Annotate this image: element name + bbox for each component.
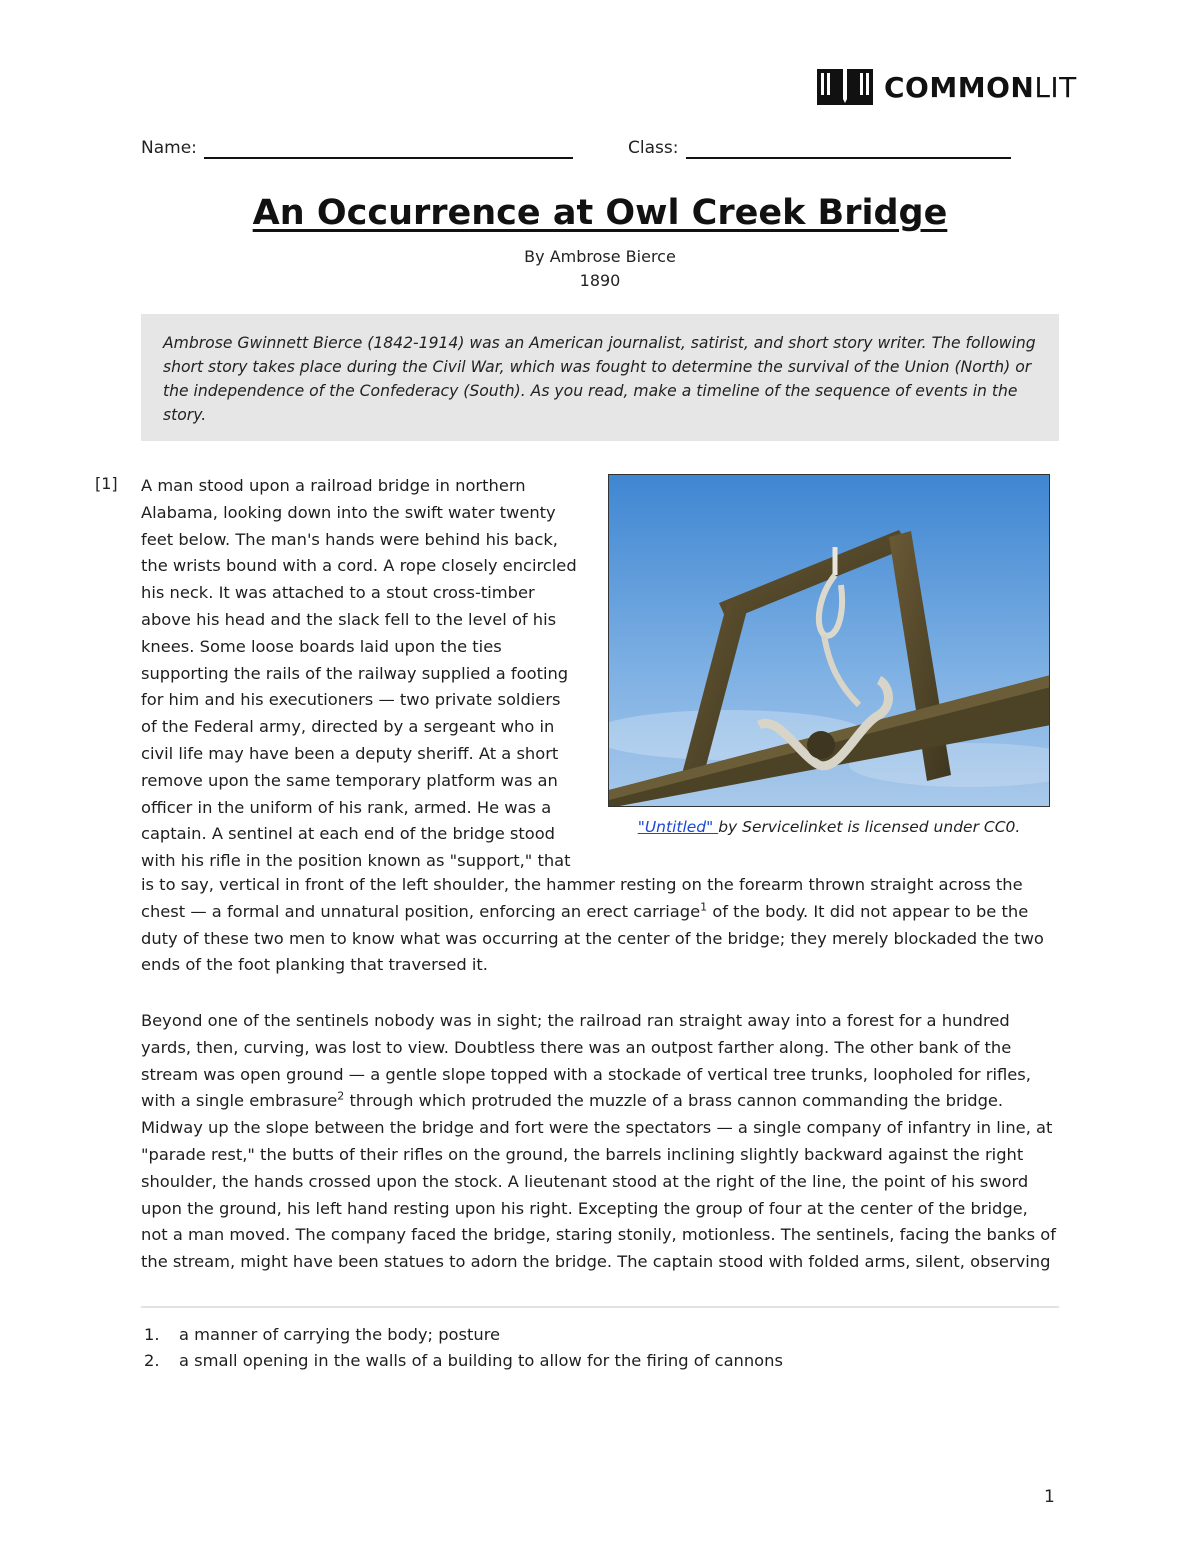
text-line: "parade rest," the butts of their rifles on the ground, the barrels inclining slightly backward against the right bbox=[141, 1144, 1024, 1164]
text-line: duty of these two men to know what was occurring at the center of the bridge; they merely blockaded the two bbox=[141, 928, 1044, 948]
text-line: feet below. The man's hands were behind his back, bbox=[141, 529, 558, 549]
text-line: upon the ground, his left hand resting upon his right. Excepting the group of four at the center of the bridge, bbox=[141, 1198, 1028, 1218]
commonlit-logo bbox=[816, 66, 1077, 108]
name-label: Name: bbox=[141, 138, 197, 158]
text-line: his neck. It was attached to a stout cross-timber bbox=[141, 583, 535, 603]
footnote-ref[interactable]: 2 bbox=[337, 1089, 345, 1103]
text-line: above his head and the slack fell to the level of his bbox=[141, 609, 557, 629]
text-line: A man stood upon a railroad bridge in northern bbox=[141, 476, 526, 495]
text-line: is to say, vertical in front of the left shoulder, the hammer resting on the forearm thrown straight across the bbox=[141, 875, 1023, 894]
gallows-illustration bbox=[609, 475, 1050, 807]
text-line: supporting the rails of the railway supplied a footing bbox=[141, 663, 569, 683]
caption-credit: by Servicelinket is licensed under CC0. bbox=[718, 818, 1021, 836]
publication-year: 1890 bbox=[579, 271, 621, 290]
paragraph-1-continued bbox=[141, 872, 1059, 979]
text-line: civil life may have been a deputy sheriff. At a short bbox=[141, 743, 559, 763]
text-line: the stream, might have been statues to adorn the bridge. The captain stood with folded arms, silent, observing bbox=[141, 1252, 1051, 1272]
text-line: with his rifle in the position known as "support," that bbox=[141, 851, 571, 871]
caption-link[interactable]: "Untitled" bbox=[637, 818, 719, 836]
text-line: Midway up the slope between the bridge and fort were the spectators — a single company of infantry in line, at bbox=[141, 1118, 1053, 1138]
text-line: Alabama, looking down into the swift water twenty bbox=[141, 502, 556, 522]
text-line: chest — a formal and unnatural position, enforcing an erect carriage$^1$ of the body. It did not appear to be the bbox=[141, 900, 1029, 921]
logo-wordmark: COMMONLIT bbox=[884, 70, 1077, 104]
page-number: 1 bbox=[1044, 1487, 1055, 1507]
byline: By Ambrose Bierce bbox=[524, 247, 676, 266]
gallows-photo bbox=[608, 474, 1050, 807]
text-line: not a man moved. The company faced the bridge, staring stonily, motionless. The sentinels, facing the banks of bbox=[141, 1225, 1056, 1245]
footnote-1: 1. a manner of carrying the body; posture bbox=[144, 1325, 501, 1344]
text-line: the wrists bound with a cord. A rope closely encircled bbox=[141, 556, 577, 576]
paragraph-1-wrapped bbox=[141, 473, 591, 875]
story-title: An Occurrence at Owl Creek Bridge bbox=[252, 193, 948, 233]
text-line: captain. A sentinel at each end of the bridge stood bbox=[141, 824, 556, 844]
image-caption bbox=[608, 818, 1050, 836]
class-label: Class: bbox=[628, 138, 679, 158]
footnote-ref[interactable]: 1 bbox=[700, 900, 708, 914]
intro-box: Ambrose Gwinnett Bierce (1842-1914) was an American journalist, satirist, and short story writer. The following short story takes place during the Civil War, which was fought to determine the survival of the Union (North) or the independence of the Confederacy (South). As you read, make a timeline of the sequence of events in the story. bbox=[141, 314, 1059, 441]
text-line: stream was open ground — a gentle slope topped with a stockade of vertical tree trunks, loopholed for rifles, bbox=[141, 1064, 1031, 1084]
footnote-divider bbox=[141, 1306, 1059, 1308]
footnotes bbox=[141, 1322, 1059, 1374]
text-line: with a single embrasure$^2$ through which protruded the muzzle of a brass cannon commanding the bridge. bbox=[141, 1089, 1004, 1111]
paragraph-number: [1] bbox=[95, 474, 118, 493]
name-field[interactable] bbox=[204, 157, 573, 159]
text-line: remove upon the same temporary platform was an bbox=[141, 770, 558, 790]
text-line: officer in the uniform of his rank, armed. He was a bbox=[141, 797, 552, 817]
class-field[interactable] bbox=[686, 157, 1011, 159]
text-line: ends of the foot planking that traversed it. bbox=[141, 955, 488, 975]
paragraph-2 bbox=[141, 1008, 1059, 1276]
text-line: yards, then, curving, was lost to view. Doubtless there was an outpost farther along. The other bank of the bbox=[141, 1037, 1012, 1057]
text-line: shoulder, the hands crossed upon the stock. A lieutenant stood at the right of the line, the point of his sword bbox=[141, 1171, 1029, 1191]
text-line: knees. Some loose boards laid upon the ties bbox=[141, 636, 502, 656]
text-line: for him and his executioners — two private soldiers bbox=[141, 690, 561, 710]
text-line: Beyond one of the sentinels nobody was in sight; the railroad ran straight away into a forest for a hundred bbox=[141, 1011, 1010, 1030]
text-line: of the Federal army, directed by a sergeant who in bbox=[141, 717, 555, 737]
footnote-2: 2. a small opening in the walls of a building to allow for the firing of cannons bbox=[144, 1351, 783, 1370]
book-icon bbox=[816, 67, 874, 107]
